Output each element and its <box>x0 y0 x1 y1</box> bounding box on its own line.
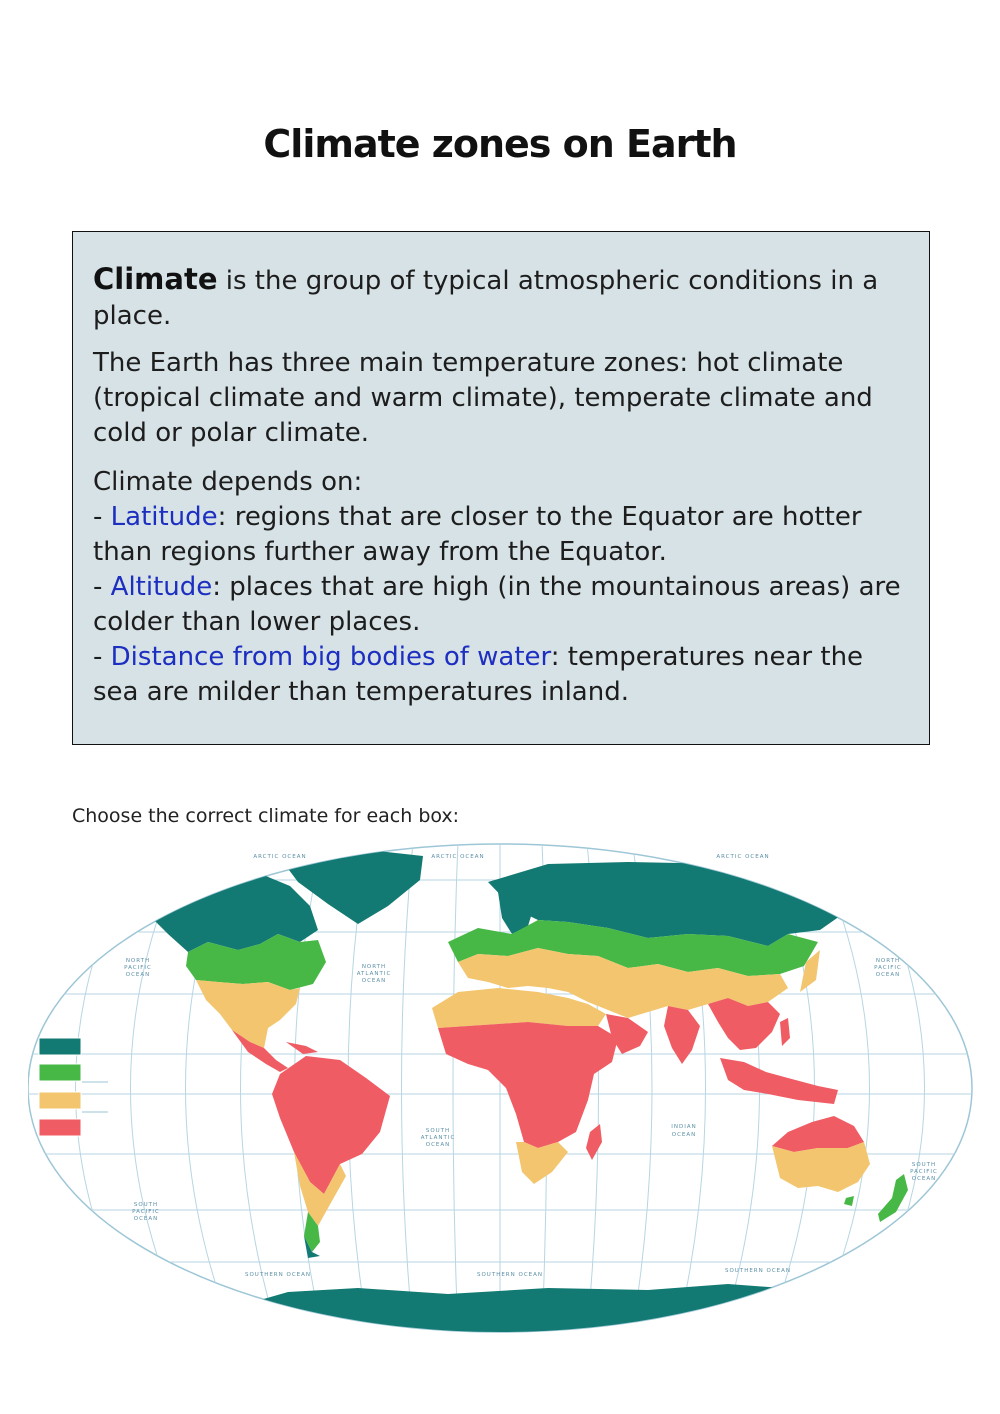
ocean-label-south-atlantic: SOUTH ATLANTIC OCEAN <box>420 1128 456 1148</box>
temperature-zones-text: The Earth has three main temperature zones: hot climate (tropical climate and warm climate), temperate climate and cold or polar climate. <box>93 348 873 448</box>
world-climate-map <box>28 842 974 1334</box>
info-box <box>72 231 930 745</box>
ocean-label-north-pacific-right: NORTH PACIFIC OCEAN <box>874 958 902 978</box>
ocean-label-south-pacific-right: SOUTH PACIFIC OCEAN <box>910 1162 938 1182</box>
ocean-label-southern-right: SOUTHERN OCEAN <box>724 1268 792 1274</box>
ocean-label-arctic-mid: ARCTIC OCEAN <box>431 854 485 860</box>
ocean-label-indian: INDIAN OCEAN <box>671 1124 697 1138</box>
instruction-text: Choose the correct climate for each box: <box>72 805 460 827</box>
climate-definition <box>93 262 911 334</box>
depends-intro: Climate depends on: <box>93 467 363 497</box>
legend-box-temperate <box>39 1064 81 1081</box>
ocean-label-north-pacific-left: NORTH PACIFIC OCEAN <box>124 958 152 978</box>
factor-name: Altitude <box>110 572 213 602</box>
ocean-label-north-atlantic: NORTH ATLANTIC OCEAN <box>356 964 392 984</box>
climate-term: Climate <box>93 262 218 296</box>
antarctica <box>218 1284 848 1334</box>
ocean-label-south-pacific-left: SOUTH PACIFIC OCEAN <box>132 1202 160 1222</box>
ocean-label-southern-mid: SOUTHERN OCEAN <box>476 1272 544 1278</box>
factor-water-distance: - Distance from big bodies of water: temperatures near the sea are milder than temperatures inland. <box>93 642 864 707</box>
definition-text: is the group of typical atmospheric conditions in a place. <box>93 266 879 331</box>
ocean-label-arctic-left: ARCTIC OCEAN <box>253 854 307 860</box>
legend-box-cold <box>39 1038 81 1055</box>
legend-box-tropical <box>39 1119 81 1136</box>
factor-latitude: - Latitude: regions that are closer to the Equator are hotter than regions further away from the Equator. <box>93 502 862 567</box>
factor-name: Distance from big bodies of water <box>110 642 551 672</box>
page-title: Climate zones on Earth <box>263 122 737 166</box>
ocean-label-arctic-right: ARCTIC OCEAN <box>716 854 770 860</box>
ocean-label-southern-left: SOUTHERN OCEAN <box>244 1272 312 1278</box>
factor-altitude: - Altitude: places that are high (in the mountainous areas) are colder than lower places. <box>93 572 901 637</box>
legend-box-warm <box>39 1092 81 1109</box>
factor-name: Latitude <box>110 502 218 532</box>
